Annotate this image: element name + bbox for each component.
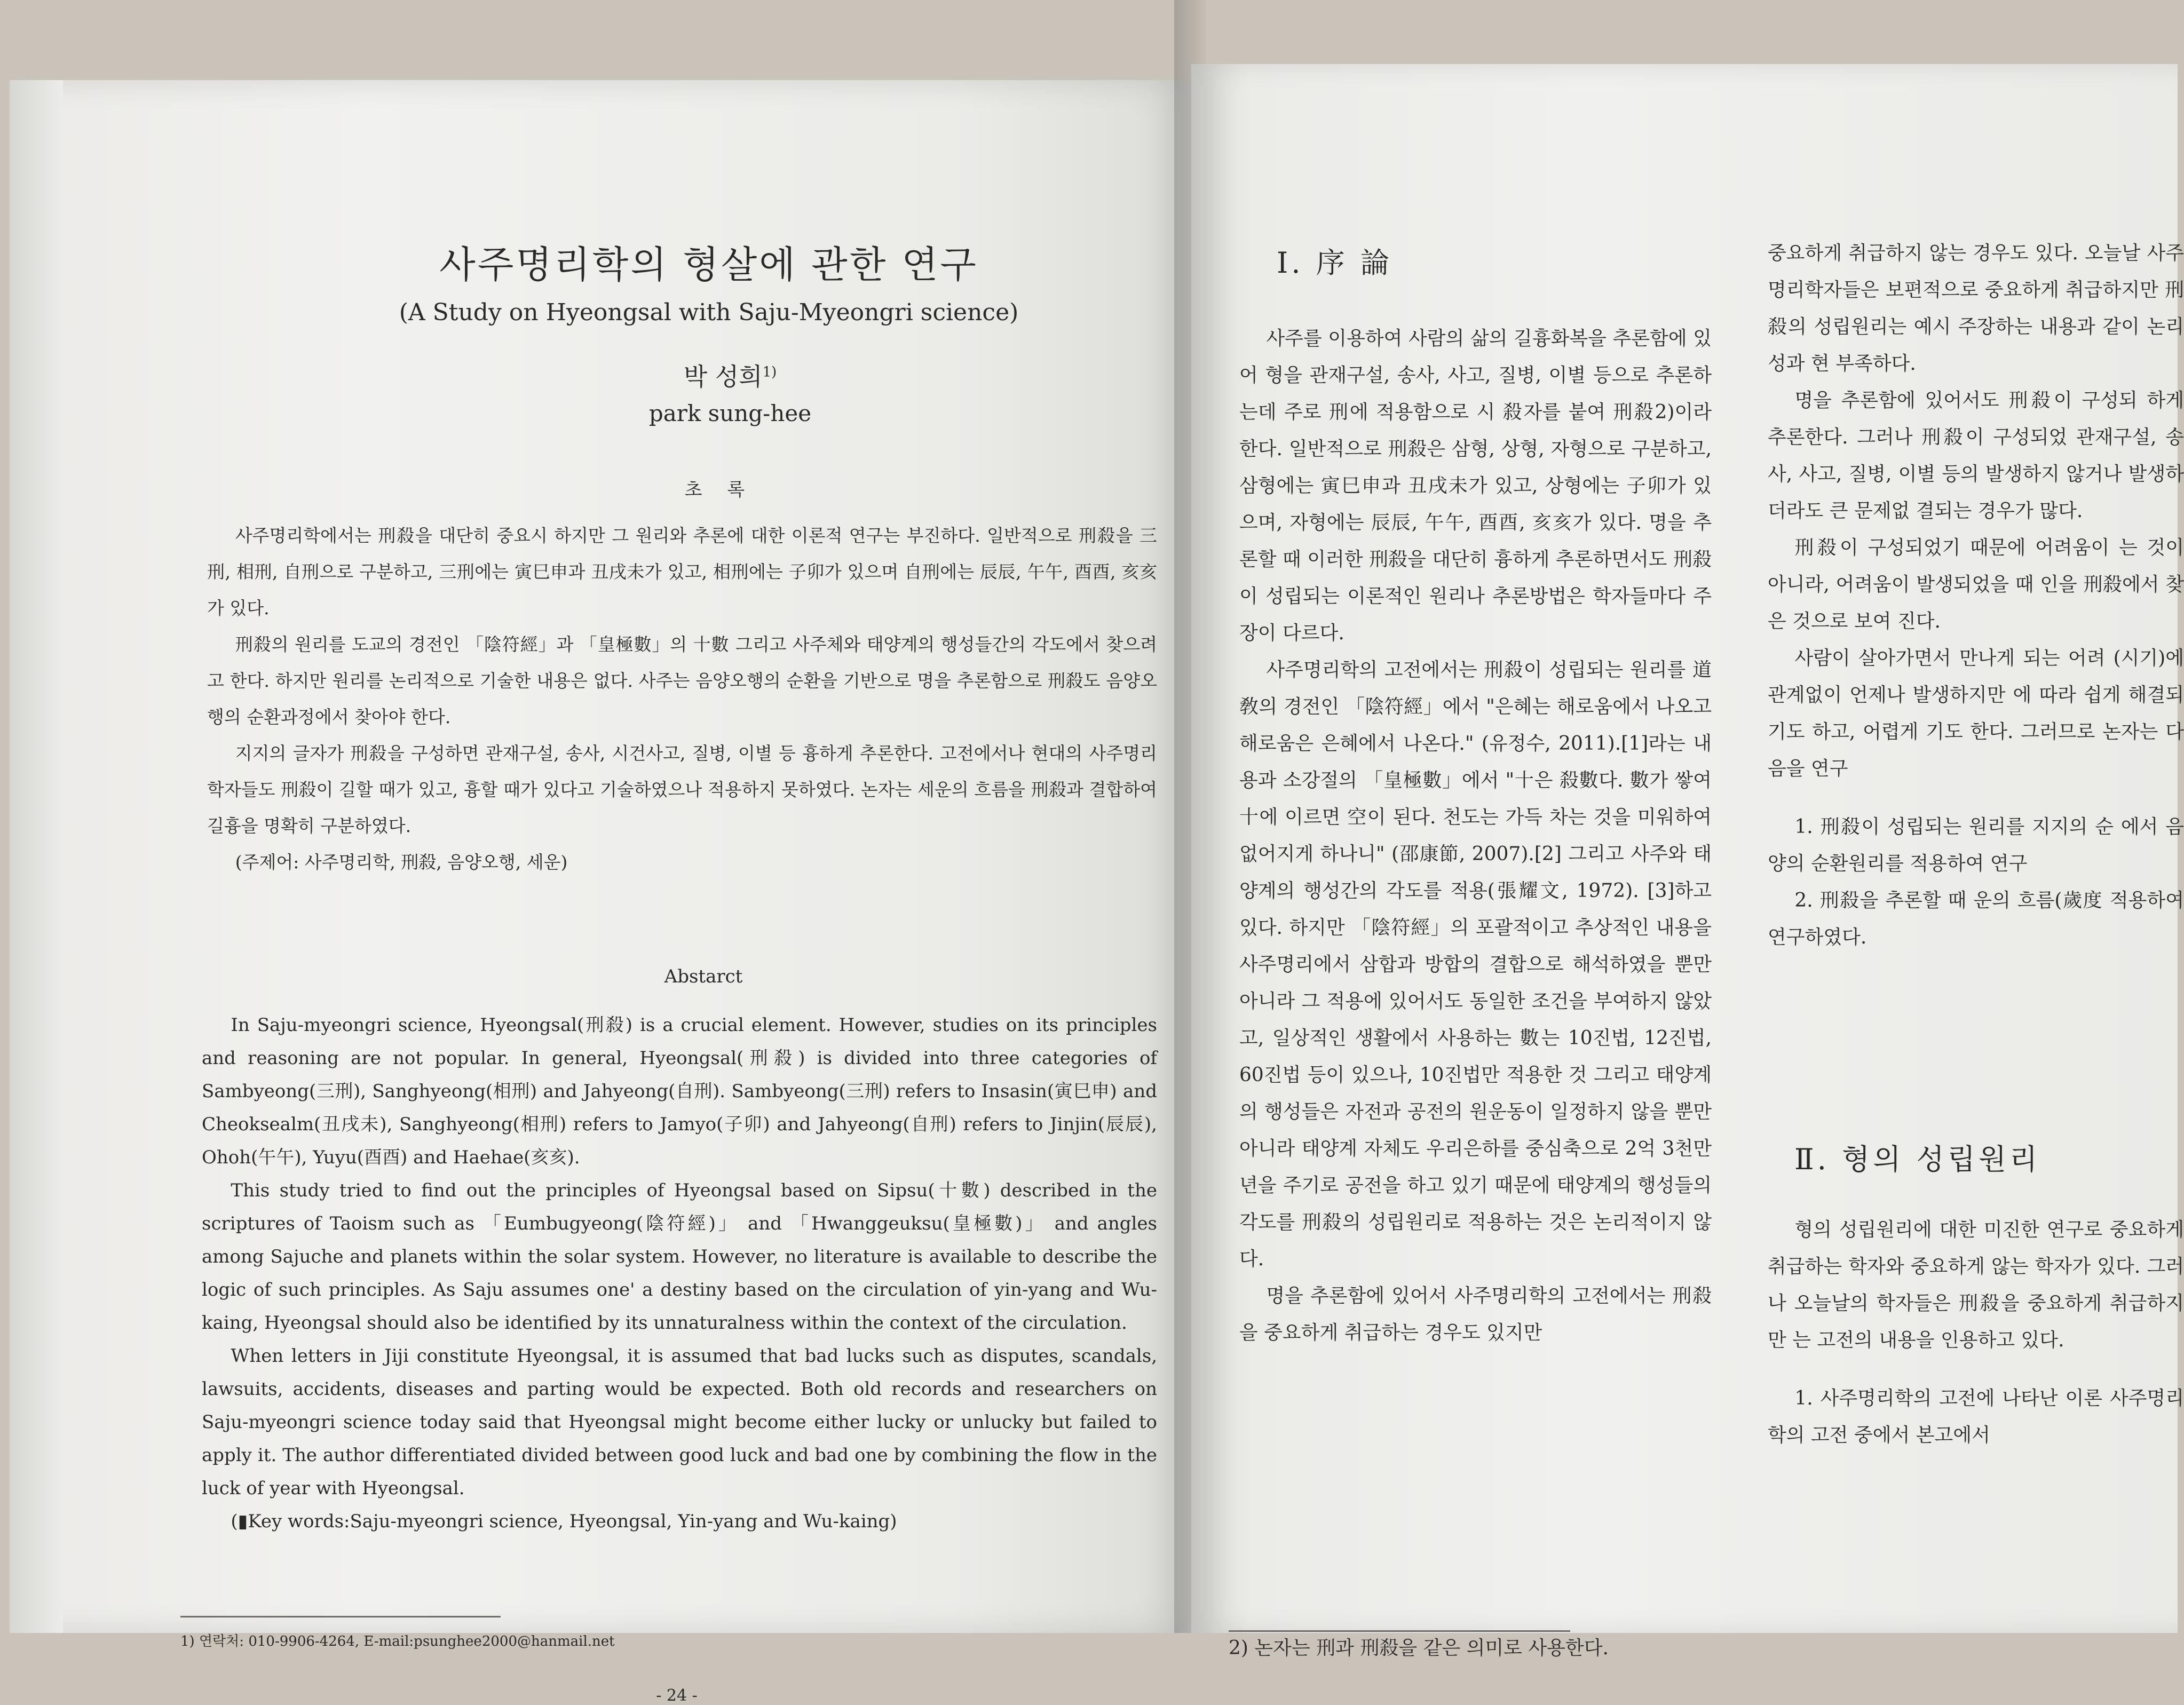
page-edge [10, 80, 63, 1633]
research-list-item: 1. 刑殺이 성립되는 원리를 지지의 순 에서 음양의 순환원리를 적용하여 연구 [1768, 816, 2184, 875]
body-paragraph: 명을 추론함에 있어서도 刑殺이 구성되 하게 추론한다. 그러나 刑殺이 구성되었 관재구설, 송사, 사고, 질병, 이별 등의 발생하지 않거나 발생하더라도 큰 문제없 결되는 경우가 많다. [1768, 390, 2184, 522]
body-paragraph: 刑殺이 구성되었기 때문에 어려움이 는 것이 아니라, 어려움이 발생되었을 때 인을 刑殺에서 찾은 것으로 보여 진다. [1768, 537, 2184, 632]
left-page [10, 80, 1189, 1705]
abstract-korean-heading: 초 록 [684, 479, 755, 501]
paper-title: 사주명리학의 형살에 관한 연구 [439, 243, 978, 287]
author-name-english: park sung-hee [648, 400, 812, 426]
section-heading-principles: Ⅱ. 형의 성립원리 [1794, 1143, 2041, 1176]
body-column-left [1239, 320, 1712, 1351]
page-number: - 24 - [656, 1686, 698, 1705]
author-name-text: 박 성희 [683, 362, 763, 391]
abstract-english [202, 1009, 1157, 1538]
footnote-terminology: 2) 논자는 刑과 刑殺을 같은 의미로 사용한다. [1229, 1637, 1609, 1659]
author-footnote-mark: 1) [762, 364, 777, 380]
abstract-english-heading: Abstarct [664, 966, 743, 987]
abstract-english-paragraph: When letters in Jiji constitute Hyeongsal, it is assumed that bad lucks such as disputes, scandals, lawsuits, accidents, diseases and parting would be expected. Both old records and researchers on Saju-myeongri science today said that Hyeongsal might become either lucky or unlucky but failed to apply it. The author differentiated divided between good luck and bad one by combining the flow in the luck of year with Hyeongsal. [202, 1345, 1157, 1499]
body-column-right [1768, 235, 2184, 956]
abstract-korean-paragraph: 刑殺의 원리를 도교의 경전인 「陰符經」과 「皇極數」의 十數 그리고 사주체와 태양계의 행성들간의 각도에서 찾으려고 한다. 하지만 원리를 논리적으로 기술한 내용은 없다. 사주는 음양오행의 순환을 기반으로 명을 추론함으로 刑殺도 음양오행의 순환과정에서 찾아야 한다. [207, 634, 1157, 727]
abstract-korean [207, 518, 1157, 881]
footnote-divider [1229, 1630, 1570, 1632]
author-name-korean [623, 358, 837, 393]
body-paragraph: 사람이 살아가면서 만나게 되는 어려 (시기)에 관계없이 언제나 발생하지만 에 따라 쉽게 해결되기도 하고, 어렵게 기도 한다. 그러므로 논자는 다음을 연구 [1768, 647, 2184, 780]
body-paragraph: 사주명리학의 고전에서는 刑殺이 성립되는 원리를 道敎의 경전인 「陰符經」에서 "은혜는 해로움에서 나오고 해로움은 은혜에서 나온다." (유정수, 2011).[1]라는 내용과 소강절의 「皇極數」에서 "十은 殺數다. 數가 쌓여 十에 이르면 空이 된다. 천도는 가득 차는 것을 미워하여 없어지게 하나니" (邵康節, 2007).[2] 그리고 사주와 태양계의 행성간의 각도를 적용(張耀文, 1972). [3]하고 있다. 하지만 「陰符經」의 포괄적이고 추상적인 내용을 사주명리에서 삼합과 방합의 결합으로 해석하였을 뿐만 아니라 그 적용에 있어서도 동일한 조건을 부여하지 않았고, 일상적인 생활에서 사용하는 數는 10진법, 12진법, 60진법 등이 있으나, 10진법만 적용한 것 그리고 태양계의 행성들은 자전과 공전의 원운동이 일정하지 않을 뿐만 아니라 태양계 자체도 우리은하를 중심축으로 2억 3천만년을 주기로 공전을 하고 있기 때문에 태양계의 행성들의 각도를 刑殺의 성립원리로 적용하는 것은 논리적이지 않다. [1239, 659, 1712, 1270]
body-paragraph: 형의 성립원리에 대한 미진한 연구로 중요하게 취급하는 학자와 중요하게 않는 학자가 있다. 그러나 오늘날의 학자들은 刑殺을 중요하게 취급하지만 는 고전의 내용을 인용하고 있다. [1768, 1219, 2184, 1351]
section-heading-introduction: Ⅰ. 序 論 [1277, 246, 1392, 280]
body-paragraph: 명을 추론함에 있어서 사주명리학의 고전에서는 刑殺을 중요하게 취급하는 경우도 있지만 [1239, 1285, 1712, 1344]
body-column-right-continued [1768, 1211, 2184, 1454]
body-paragraph: 중요하게 취급하지 않는 경우도 있다. 오늘날 사주명리학자들은 보편적으로 중요하게 취급하지만 刑殺의 성립원리는 예시 주장하는 내용과 같이 논리성과 현 부족하다. [1768, 242, 2184, 375]
footnote-divider [180, 1616, 501, 1617]
abstract-english-paragraph: This study tried to find out the principles of Hyeongsal based on Sipsu(十數) described in the scriptures of Taoism such as 「Eumbugyeong(陰符經)」 and 「Hwanggeuksu(皇極數)」 and angles among Sajuche and planets within the solar system. However, no literature is available to describe the logic of such principles. As Saju assumes one' a destiny based on the circulation of yin-yang and Wu-kaing, Hyeongsal should also be identified by its unnaturalness within the context of the circulation. [202, 1180, 1157, 1334]
research-list-item: 2. 刑殺을 추론할 때 운의 흐름(歲度 적용하여 연구하였다. [1768, 890, 2184, 948]
abstract-english-paragraph: In Saju-myeongri science, Hyeongsal(刑殺) is a crucial element. However, studies on its principles and reasoning are not popular. In general, Hyeongsal(刑殺) is divided into three categories of Sambyeong(三刑), Sanghyeong(相刑) and Jahyeong(自刑). Sambyeong(三刑) refers to Insasin(寅巳申) and Cheoksealm(丑戌未), Sanghyeong(相刑) refers to Jamyo(子卯) and Jahyeong(自刑) refers to Jinjin(辰辰), Ohoh(午午), Yuyu(酉酉) and Haehae(亥亥). [202, 1014, 1157, 1168]
abstract-korean-paragraph: 사주명리학에서는 刑殺을 대단히 중요시 하지만 그 원리와 추론에 대한 이론적 연구는 부진하다. 일반적으로 刑殺을 三刑, 相刑, 自刑으로 구분하고, 三刑에는 寅巳申과 丑戌未가 있고, 相刑에는 子卯가 있으며 自刑에는 辰辰, 午午, 酉酉, 亥亥가 있다. [207, 525, 1157, 618]
body-paragraph: 1. 사주명리학의 고전에 나타난 이론 사주명리학의 고전 중에서 본고에서 [1768, 1387, 2184, 1446]
keywords-english: (▮Key words:Saju-myeongri science, Hyeongsal, Yin-yang and Wu-kaing) [231, 1511, 897, 1532]
right-page [1191, 64, 2184, 1659]
paper-subtitle: (A Study on Hyeongsal with Saju-Myeongri science) [399, 299, 1019, 326]
body-paragraph: 사주를 이용하여 사람의 삶의 길흉화복을 추론함에 있어 형을 관재구설, 송사, 사고, 질병, 이별 등으로 추론하는데 주로 刑에 적용함으로 시 殺자를 붙여 刑殺2)이라 한다. 일반적으로 刑殺은 삼형, 상형, 자형으로 구분하고, 삼형에는 寅巳申과 丑戌未가 있고, 상형에는 子卯가 있으며, 자형에는 辰辰, 午午, 酉酉, 亥亥가 있다. 명을 추론할 때 이러한 刑殺을 대단히 흉하게 추론하면서도 刑殺이 성립되는 이론적인 원리나 추론방법은 학자들마다 주장이 다르다. [1239, 328, 1712, 644]
keywords-korean: (주제어: 사주명리학, 刑殺, 음양오행, 세운) [235, 852, 568, 873]
footnote-contact: 1) 연락처: 010-9906-4264, E-mail:psunghee2000@hanmail.net [180, 1633, 615, 1650]
abstract-korean-paragraph: 지지의 글자가 刑殺을 구성하면 관재구설, 송사, 시건사고, 질병, 이별 등 흉하게 추론한다. 고전에서나 현대의 사주명리학자들도 刑殺이 길할 때가 있고, 흉할 때가 있다고 기술하였으나 적용하지 못하였다. 논자는 세운의 흐름을 刑殺과 결합하여 길흉을 명확히 구분하였다. [207, 743, 1157, 836]
